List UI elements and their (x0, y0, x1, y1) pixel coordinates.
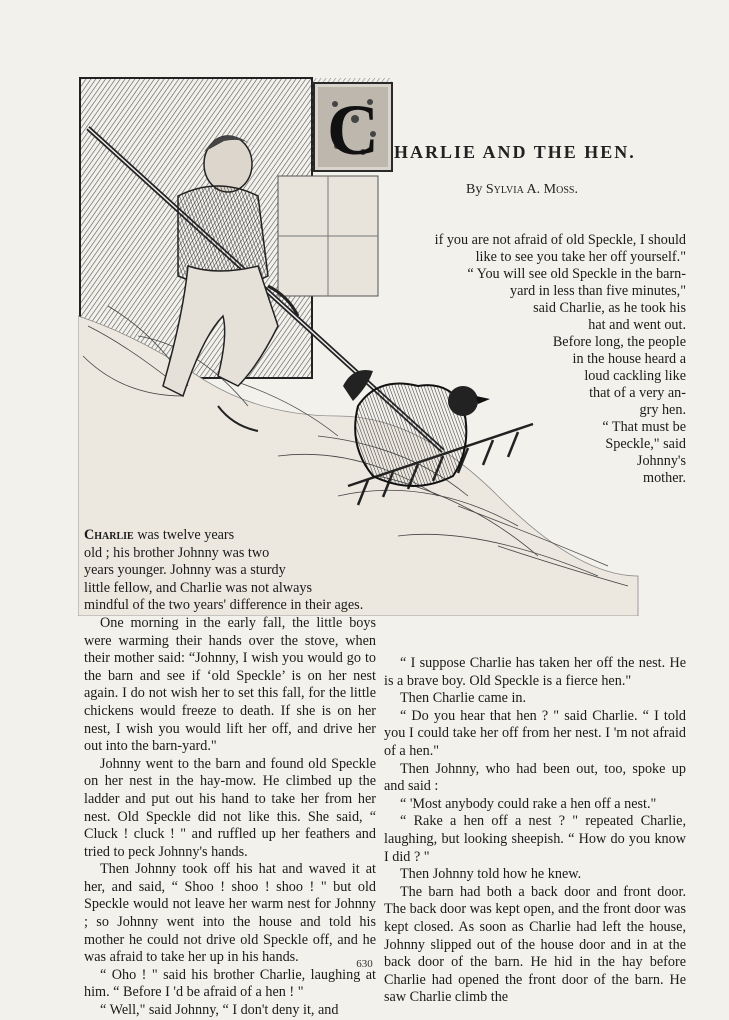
paragraph: “ Well," said Johnny, “ I don't deny it, and (100, 1002, 339, 1019)
paragraph: “ Oho ! " said his brother Charlie, laughing at him. “ Before I 'd be afraid of a hen ! " (84, 966, 376, 1001)
paragraph: The barn had both a back door and front door. The back door was kept open, and the front door was kept closed. As soon as Charlie had left the house, Johnny slipped out of the house door and in at the back door of the barn. He hid in the hay before Charlie had opened the front door of the barn. He saw Charlie climb the (384, 883, 686, 1006)
wrap-line: Johnny's (636, 453, 686, 469)
paragraph: Johnny went to the barn and found old Speckle on her nest in the hay-mow. He climbed up the ladder and put out his hand to take her from her nest. Old Speckle did not like this. She said, “ Cluck ! cluck ! " and ruffled up her feathers and tried to peck Johnny's hands. (84, 755, 376, 860)
paragraph: Then Johnny told how he knew. (400, 866, 582, 883)
page-number: 630 (356, 958, 373, 970)
intro-first-rest: was twelve years (133, 527, 235, 543)
wrap-line: gry hen. (639, 402, 686, 418)
wrap-line: if you are not afraid of old Speckle, I should (434, 232, 686, 248)
bleed-through-header (270, 38, 690, 53)
paragraph: “ Do you hear that hen ? " said Charlie. “ I told you I could take her off from her nest. I 'm not afraid of a hen." (384, 707, 686, 759)
wrap-line: mother. (643, 470, 686, 486)
byline (466, 182, 578, 198)
wrap-line: Before long, the people (552, 334, 686, 350)
wrap-line: yard in less than five minutes," (509, 283, 686, 299)
paragraph: “ I suppose Charlie has taken her off the nest. He is a brave boy. Old Speckle is a fierce hen." (384, 655, 686, 689)
byline-prefix: By (466, 182, 483, 197)
wrap-line: Speckle," said (605, 436, 686, 452)
intro-first-line (84, 527, 376, 545)
intro-line: old ; his brother Johnny was two (84, 544, 270, 561)
right-column (384, 655, 686, 1007)
paragraph: Then Johnny took off his hat and waved it at her, and said, “ Shoo ! shoo ! shoo ! " but old Speckle would not leave her warm nest for Johnny ; so Johnny went into the house and told his mother he could not drive old Speckle off, and he was afraid to take her up in his hands. (84, 861, 376, 966)
wrap-line: that of a very an- (589, 385, 686, 401)
drop-cap-ornament (315, 84, 391, 170)
wrap-line: loud cackling like (584, 368, 686, 384)
paragraph: Then Charlie came in. (400, 690, 527, 707)
wrap-line: “ You will see old Speckle in the barn- (467, 266, 686, 282)
wrap-line: in the house heard a (572, 351, 686, 367)
intro-line: little fellow, and Charlie was not always (84, 579, 312, 596)
paragraph: One morning in the early fall, the little boys were warming their hands over the stove, when their mother said: “Johnny, I wish you would go to the barn and see if ‘old Speckle’ is on her nest again. I do not wish her to set this fall, for the little chickens would freeze to death. If she is on her nest, I wish you would lift her off, and drive her out into the barn-yard." (84, 614, 376, 755)
intro-line: mindful of the two years' difference in their ages. (84, 597, 364, 614)
drop-cap-letter: C (327, 90, 379, 170)
intro-lead-word: Charlie (84, 527, 134, 543)
wrap-line: “ That must be (602, 419, 686, 435)
wrap-line: hat and went out. (588, 317, 686, 333)
paragraph: “ Rake a hen off a nest ? " repeated Charlie, laughing, but looking sheepish. “ How do you know I did ? " (384, 813, 686, 865)
byline-author: Sylvia A. Moss. (485, 182, 578, 197)
intro-line: years younger. Johnny was a sturdy (84, 562, 286, 579)
wrap-line: like to see you take her off yourself." (475, 249, 686, 265)
story-title: HARLIE AND THE HEN. (394, 142, 636, 162)
left-column (84, 527, 376, 1020)
paragraph: Then Johnny, who had been out, too, spoke up and said : (384, 760, 686, 795)
wrap-line: said Charlie, as he took his (533, 300, 686, 316)
drop-cap-box (313, 82, 393, 172)
paragraph: “ 'Most anybody could rake a hen off a nest." (400, 795, 657, 812)
